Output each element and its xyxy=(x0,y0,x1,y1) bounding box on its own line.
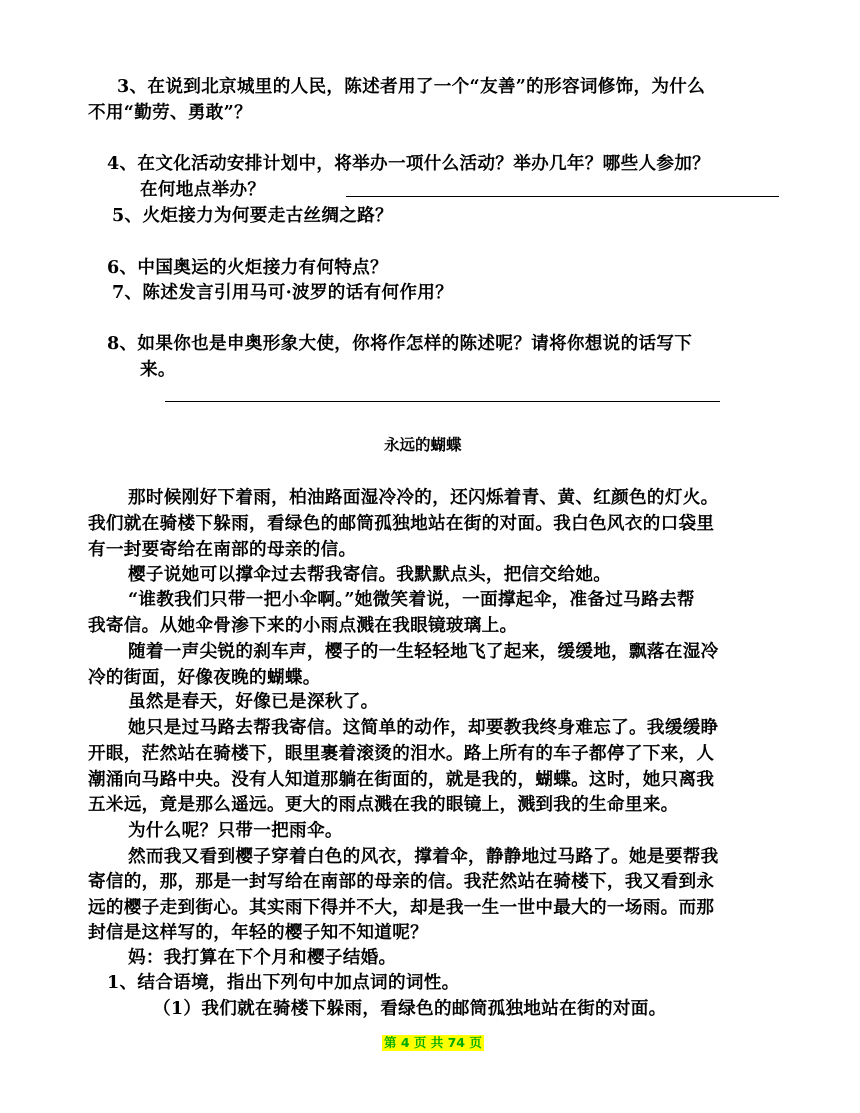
question-3-line-1: 3、在说到北京城里的人民，陈述者用了一个“友善”的形容词修饰，为什么 xyxy=(117,76,706,97)
question-7: 7、陈述发言引用马可·波罗的话有何作用？ xyxy=(112,282,454,303)
article-line: 她只是过马路去帮我寄信。这简单的动作，却要教我终身难忘了。我缓缓睁 xyxy=(128,717,719,738)
question-6: 6、中国奥运的火炬接力有何特点？ xyxy=(107,257,388,278)
question-5: 5、火炬接力为何要走古丝绸之路？ xyxy=(112,205,393,226)
article-line: 我们就在骑楼下躲雨，看绿色的邮筒孤独地站在街的对面。我白色风衣的口袋里 xyxy=(88,513,715,534)
article-line: 为什么呢？只带一把雨伞。 xyxy=(128,820,343,841)
article-line: 那时候刚好下着雨，柏油路面湿冷冷的，还闪烁着青、黄、红颜色的灯火。 xyxy=(128,487,719,508)
question-3-line-2: 不用“勤劳、勇敢”？ xyxy=(88,102,252,123)
article-line: 寄信的，那，那是一封写给在南部的母亲的信。我茫然站在骑楼下，我又看到永 xyxy=(88,871,715,892)
article-line: 有一封要寄给在南部的母亲的信。 xyxy=(88,539,357,560)
question-1: 1、结合语境，指出下列句中加点词的词性。 xyxy=(107,972,460,993)
article-line: “谁教我们只带一把小伞啊。”她微笑着说，一面撑起伞，准备过马路去帮 xyxy=(128,589,695,610)
article-line: 远的樱子走到街心。其实雨下得并不大，却是我一生一世中最大的一场雨。而那 xyxy=(88,897,715,918)
article-line: 封信是这样写的，年轻的樱子知不知道呢？ xyxy=(88,922,428,943)
question-1-item-1: （1）我们就在骑楼下躲雨，看绿色的邮筒孤独地站在街的对面。 xyxy=(153,998,667,1019)
article-line: 樱子说她可以撑伞过去帮我寄信。我默默点头，把信交给她。 xyxy=(128,564,612,585)
article-line: 我寄信。从她伞骨渗下来的小雨点溅在我眼镜玻璃上。 xyxy=(88,615,518,636)
article-line: 虽然是春天，好像已是深秋了。 xyxy=(128,691,379,712)
article-line: 开眼，茫然站在骑楼下，眼里裹着滚烫的泪水。路上所有的车子都停了下来，人 xyxy=(88,743,715,764)
question-8-line-2: 来。 xyxy=(140,359,176,380)
page-indicator: 第 4 页 共 74 页 xyxy=(384,1035,482,1050)
article-title: 永远的蝴蝶 xyxy=(384,435,462,454)
question-4-line-1: 4、在文化活动安排计划中，将举办一项什么活动？举办几年？哪些人参加？ xyxy=(107,153,711,174)
answer-line-q4 xyxy=(346,196,779,197)
article-line: 冷的街面，好像夜晚的蝴蝶。 xyxy=(88,667,321,688)
article-line: 妈：我打算在下个月和樱子结婚。 xyxy=(128,947,397,968)
question-8-line-1: 8、如果你也是申奥形象大使，你将作怎样的陈述呢？请将你想说的话写下 xyxy=(107,333,693,354)
article-line: 随着一声尖锐的刹车声，樱子的一生轻轻地飞了起来，缓缓地，飘落在湿冷 xyxy=(128,641,719,662)
article-line: 然而我又看到樱子穿着白色的风衣，撑着伞，静静地过马路了。她是要帮我 xyxy=(128,846,719,867)
article-line: 潮涌向马路中央。没有人知道那躺在街面的，就是我的，蝴蝶。这时，她只离我 xyxy=(88,769,715,790)
answer-line-q8 xyxy=(165,401,720,402)
question-4-line-2: 在何地点举办？ xyxy=(140,179,266,200)
article-line: 五米远，竟是那么遥远。更大的雨点溅在我的眼镜上，溅到我的生命里来。 xyxy=(88,794,679,815)
